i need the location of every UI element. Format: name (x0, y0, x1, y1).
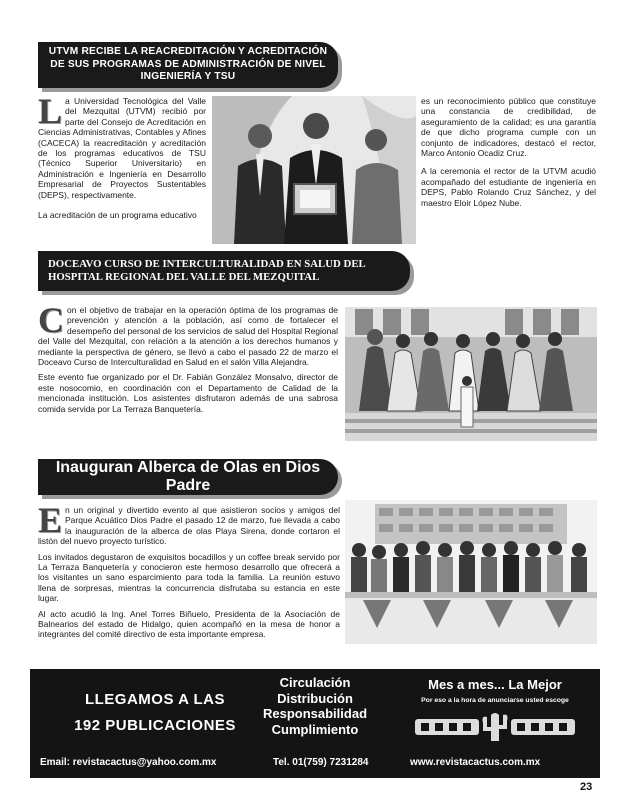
section1-photo (212, 96, 416, 244)
section1-dropcap: L (38, 91, 63, 131)
ad-headline-line2: 192 PUBLICACIONES (74, 717, 236, 734)
advertisement-box (30, 669, 600, 778)
page-number: 23 (580, 781, 593, 793)
section1-para3: es un reconocimiento público que constituye una constancia de credibilidad, de aseguramiento de la calidad; es una garantía de que dicho programa cumple con un conjunto de indicadores, destacó el rector, Marco Antonio Ocadiz Cruz. (421, 96, 596, 159)
section1-para4: A la ceremonia el rector de la UTVM acudió acompañado del estudiante de ingeniería en DEPS, Pablo Rolando Cruz Sánchez, y del maestro Eloir López Nube. (421, 166, 596, 208)
section3-para3: Al acto acudió la Ing. Anel Torres Biñuelo, Presidenta de la Asociación de Balnearios del estado de Hidalgo, quien acompañó en la mesa de honor a integrantes del comité directivo de esta importante empresa. (38, 608, 340, 640)
ad-service-item: Circulación (279, 675, 351, 690)
section3-text (38, 500, 340, 645)
section3-para1: En un original y divertido evento al que asistieron socios y amigos del Parque Acuático Dios Padre el pasado 12 de marzo, fue llevada a cabo la inauguración de la alberca de olas Playa Sirena, donde cortaron el listón del nuevo proyecto turístico. (38, 500, 340, 547)
section1-column-right (421, 96, 596, 213)
section2-title: DOCEAVO CURSO DE INTERCULTURALIDAD EN SALUD DEL HOSPITAL REGIONAL DEL VALLE DEL MEZQUITAL (48, 258, 366, 283)
section1-title-banner (38, 42, 338, 88)
section3-para2: Los invitados degustaron de exquisitos bocadillos y un coffee break servido por La Terraza Banquetería y conocieron este hermoso desarrollo que ofrecerá a los visitantes un sano esparcimiento para toda la familia. La reunión estuvo llena de sorpresas, mientras la concurrencia disfrutaba su estancia en este lugar. (38, 551, 340, 604)
section2-dropcap: C (38, 300, 64, 340)
ad-email: Email: revistacactus@yahoo.com.mx (40, 757, 217, 768)
ad-headline (50, 687, 260, 739)
section1-para2: La acreditación de un programa educativo (38, 210, 197, 221)
ad-headline-line1: LLEGAMOS A LAS (84, 691, 226, 708)
section3-photo (345, 500, 597, 644)
section2-photo (345, 307, 597, 441)
section1-para1: La Universidad Tecnológica del Valle del Mezquital (UTVM) recibió por parte del Consejo de Acreditación en Ciencias Administrativas, Contables y Afines (CACECA) la reacreditación y acreditación de los programas educativos de TSU (Técnico Superior Universitario) en Administración e Ingeniería en Desarrollo Empresarial de Proyectos Sustentables (DEPS), respectivamente. (38, 91, 206, 200)
section2-para2: Este evento fue organizado por el Dr. Fabián González Monsalvo, director de este nosocomio, en coordinación con el Departamento de Calidad de la mencionada institución. Los asistentes disfrutaron además de una sabrosa comida servida por La Terraza Banquetería. (38, 372, 338, 414)
section2-para1: Con el objetivo de trabajar en la operación óptima de los programas de prevención y atención a la población, así como de fortalecer el desempeño del personal de los servicios de salud del Hospital Regional del Valle del Mezquital, con relación a la atención a los derechos humanos y mediante la perspectiva de género, se llevó a cabo el pasado 22 de marzo el Doceavo Curso de Interculturalidad en Salud en el salón Villa Alejandra. (38, 300, 338, 368)
section3-dropcap: E (38, 500, 63, 540)
section2-title-banner (38, 251, 410, 291)
ad-subslogan: Por eso a la hora de anunciarse usted escoge (421, 697, 569, 704)
ad-services (235, 675, 395, 737)
section2-text (38, 300, 338, 419)
ad-service-item: Responsabilidad (262, 706, 368, 721)
ad-website: www.revistacactus.com.mx (410, 757, 541, 768)
section3-title: Inauguran Alberca de Olas en Dios Padre (55, 459, 321, 494)
section3-title-banner (38, 459, 338, 495)
ad-service-item: Distribución (277, 690, 353, 706)
cactus-logo (415, 711, 575, 741)
ad-service-item: Cumplimiento (271, 721, 359, 737)
ad-phone: Tel. 01(759) 7231284 (273, 757, 369, 768)
ad-slogan: Mes a mes... La Mejor (428, 677, 562, 692)
section1-title: UTVM RECIBE LA REACREDITACIÓN Y ACREDITACIÓN DE SUS PROGRAMAS DE ADMINISTRACIÓN DE NIVEL INGENIERÍA Y TSU (48, 46, 328, 83)
section1-column-left (38, 91, 206, 225)
